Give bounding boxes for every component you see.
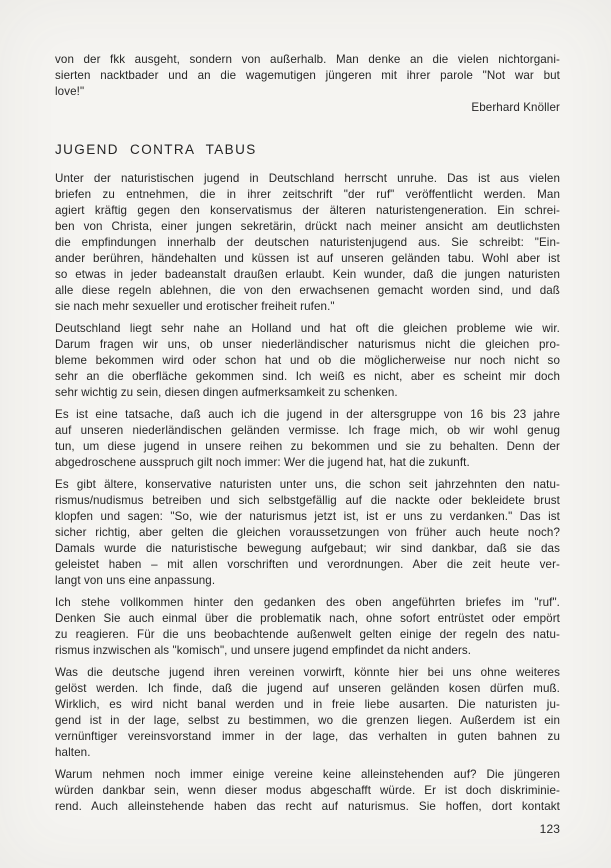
text-line: rismus/nudismus betreiben und sich selbstgefällig auf die nackte oder bekleidete brust — [55, 494, 560, 507]
text-line: Warum nehmen noch immer einige vereine keine alleinstehenden auf? Die jüngeren — [55, 768, 560, 781]
text-line: gend ist in der lage, selbst zu bestimmen, wo die grenzen liegen. Außerdem ist ein — [55, 714, 560, 727]
text-line: rismus inzwischen als "komisch", und unsere jugend empfindet da nicht anders. — [55, 644, 472, 657]
text-line: ben von Christa, einer jungen sekretärin, drückt nach meiner ansicht am deutlichsten — [55, 220, 560, 233]
text-line: Deutschland liegt sehr nahe an Holland und hat oft die gleichen probleme wie wir. — [55, 322, 560, 335]
text-line: love!" — [55, 85, 85, 98]
text-line: die empfindungen innerhalb der deutschen naturistenjugend aus. Sie schreibt: "Ein- — [55, 236, 560, 249]
article-title: JUGEND CONTRA TABUS — [55, 142, 257, 157]
text-line: geleistet haben – mit allen vorschriften und verordnungen. Aber die zeit heute ver- — [55, 558, 560, 571]
text-line: sicher richtig, aber gelten die gleichen voraussetzungen von früher auch heute noch? — [55, 526, 560, 539]
text-line: briefen zu entnehmen, die in ihrer zeitschrift "der ruf" veröffentlicht werden. Man — [55, 188, 560, 201]
text-line: agiert kräftig gegen den konservatismus der älteren naturistengeneration. Ein schrei- — [55, 204, 560, 217]
text-line: klopfen und sagen: "So, wie der naturismus jetzt ist, ist er uns zu verdanken." Das ist — [55, 510, 560, 523]
text-line: auf unseren niederländischen geländen vermisse. Ich frage mich, ob wir wohl genug — [55, 424, 560, 437]
page-number: 123 — [539, 822, 560, 836]
text-line: Es gibt ältere, konservative naturisten unter uns, die schon seit jahrzehnten den natu- — [55, 478, 560, 491]
text-line: Was die deutsche jugend ihren vereinen vorwirft, könnte hier bei uns ohne weiteres — [55, 666, 560, 679]
text-line: Denken Sie auch einmal über die problematik nach, ohne sofort entrüstet oder empört — [55, 612, 560, 625]
text-line: würden dankbar sein, wenn dieser modus abgeschafft würde. Er ist doch diskriminie- — [55, 784, 560, 797]
text-line: Ich stehe vollkommen hinter den gedanken des oben angeführten briefes im "ruf". — [55, 596, 560, 609]
text-line: abgedroschene ausspruch gilt noch immer: Wer die jugend hat, hat die zukunft. — [55, 456, 470, 469]
text-line: sehr an die oberfläche gekommen sind. Ich weiß es nicht, aber es scheint mir doch — [55, 370, 560, 383]
text-line: Darum fragen wir uns, ob unser niederländischer naturismus nicht die gleichen pro- — [55, 338, 560, 351]
text-line: tun, um diese jugend in unsere reihen zu bekommen und sie zu behalten. Denn der — [55, 440, 560, 453]
author-byline: Eberhard Knöller — [471, 101, 560, 114]
text-line: rend. Auch alleinstehende haben das recht auf naturismus. Sie hoffen, dort kontakt — [55, 800, 560, 813]
text-line: alle diese regeln ablehnen, die von den erwachsenen gemacht worden sind, und daß — [55, 284, 560, 297]
text-line: Unter der naturistischen jugend in Deutschland herrscht unruhe. Das ist aus vielen — [55, 172, 560, 185]
text-line: ander berühren, händehalten und küssen ist auf unseren geländen tabu. Wohl aber ist — [55, 252, 560, 265]
paragraph — [55, 407, 560, 471]
paragraph — [55, 171, 560, 315]
paragraph — [55, 595, 560, 659]
text-line: gelöst werden. Ich finde, daß die jugend auf unseren geländen kosen dürfen muß. — [55, 682, 560, 695]
text-line: Damals wurde die naturistische bewegung aufgebaut; wir sind dankbar, daß sie das — [55, 542, 560, 555]
paragraph — [55, 477, 560, 589]
text-line: Wirklich, es wird nicht banal werden und in freie liebe ausarten. Die naturisten ju- — [55, 698, 560, 711]
text-line: zu reagieren. Für die uns beobachtende außenwelt gelten einige der regeln des natu- — [55, 628, 560, 641]
text-line: von der fkk ausgeht, sondern von außerhalb. Man denke an die vielen nichtorgani- — [55, 53, 560, 66]
paragraph — [55, 767, 560, 815]
text-line: bleme bekommen wird oder schon hat und ob die möglicherweise nur noch nicht so — [55, 354, 560, 367]
text-line: halten. — [55, 746, 91, 759]
previous-article-ending — [55, 52, 560, 100]
text-line: vernünftiger vereinsvorstand immer in der lage, das verhalten in guten bahnen zu — [55, 730, 560, 743]
text-line: langt von uns eine anpassung. — [55, 574, 216, 587]
text-line: sehr wichtig zu sein, diesen dingen aufmerksamkeit zu schenken. — [55, 386, 398, 399]
text-line: sierten nacktbader und an die wagemutigen jüngeren mit ihrer parole "Not war but — [55, 69, 560, 82]
text-line: sie nach mehr sexueller und erotischer freiheit rufen." — [55, 300, 335, 313]
paragraph — [55, 321, 560, 401]
text-line: Es ist eine tatsache, daß auch ich die jugend in der altersgruppe von 16 bis 23 jahre — [55, 408, 560, 421]
article-body — [55, 171, 560, 815]
paragraph — [55, 665, 560, 761]
text-line: so etwas in jeder badeanstalt draußen erlaubt. Kein wunder, daß die jungen naturisten — [55, 268, 560, 281]
